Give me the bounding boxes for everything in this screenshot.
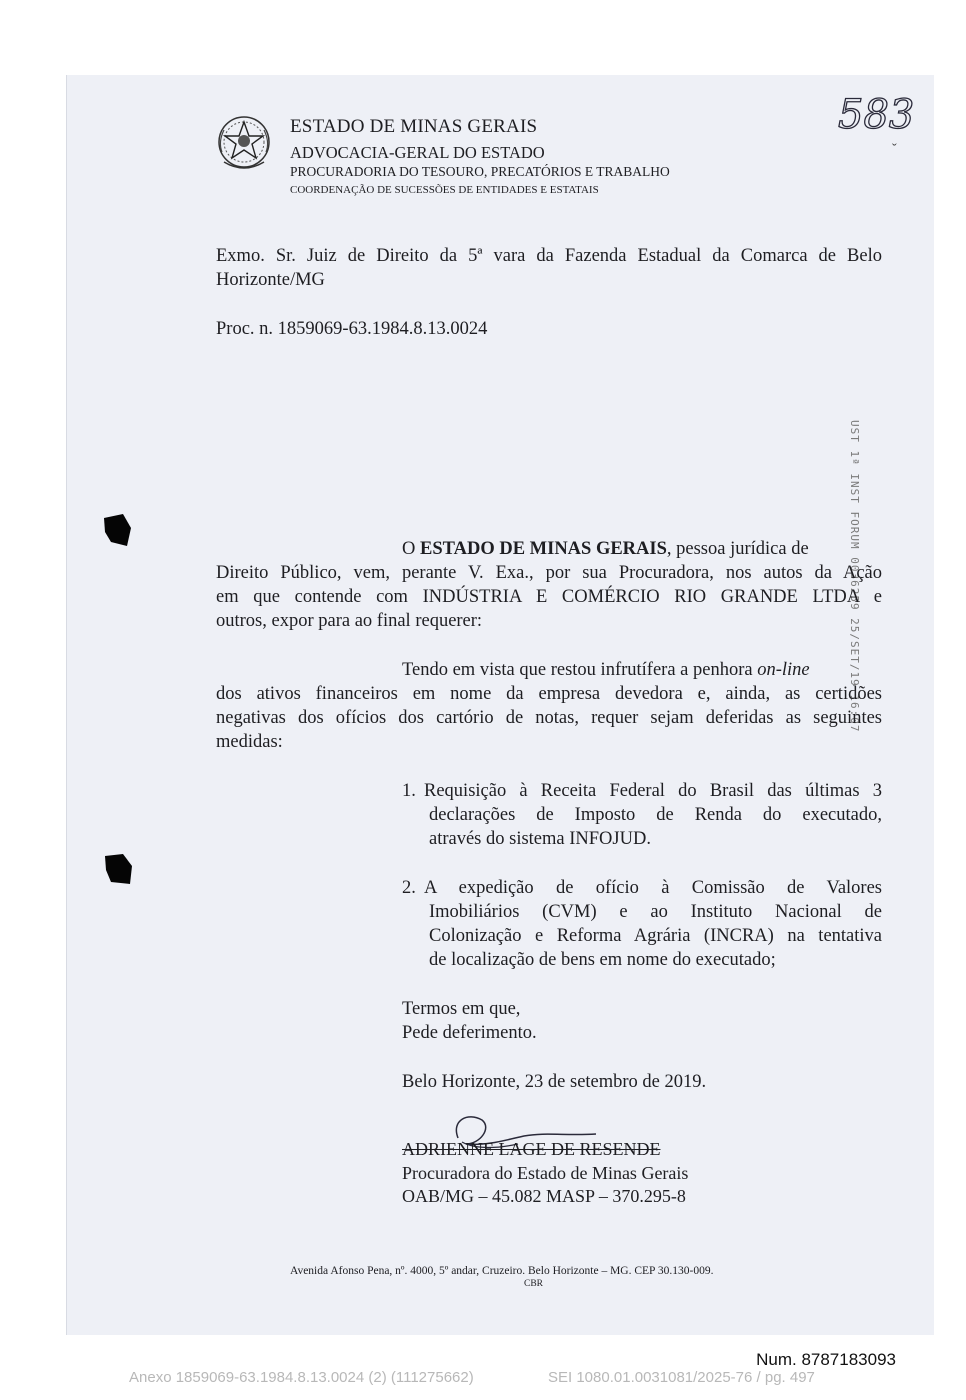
- request-2-line-3: Colonização e Reforma Agrária (INCRA) na tentativa: [429, 926, 882, 946]
- request-1-line-1: Requisição à Receita Federal do Brasil das últimas 3: [424, 781, 882, 801]
- request-1-number: 1.: [402, 781, 416, 801]
- margin-ink-blot: [101, 512, 133, 548]
- letterhead-state: ESTADO DE MINAS GERAIS: [290, 116, 538, 137]
- protocol-stamp: UST 1ª INST FORUM 0036259 25/SET/19 16:07: [848, 420, 861, 733]
- document-number: Num. 8787183093: [756, 1350, 896, 1369]
- request-2-line-1: A expedição de ofício à Comissão de Valores: [424, 878, 882, 898]
- paragraph-1-line-1: O ESTADO DE MINAS GERAIS, pessoa jurídica de: [402, 539, 809, 559]
- paragraph-2-line-4: medidas:: [216, 732, 283, 752]
- margin-ink-blot: [103, 852, 133, 886]
- paragraph-2-line-2: dos ativos financeiros em nome da empresa devedora e, ainda, as certidões: [216, 684, 882, 704]
- request-2-line-2: Imobiliários (CVM) e ao Instituto Nacional de: [429, 902, 882, 922]
- letterhead-department: PROCURADORIA DO TESOURO, PRECATÓRIOS E TRABALHO: [290, 164, 670, 179]
- annex-reference: Anexo 1859069-63.1984.8.13.0024 (2) (111275662): [129, 1369, 474, 1386]
- closing-line-1: Termos em que,: [402, 999, 521, 1019]
- folio-check-mark: ˇ: [892, 142, 897, 157]
- request-2-number: 2.: [402, 878, 416, 898]
- party-name: ESTADO DE MINAS GERAIS: [420, 539, 667, 559]
- paragraph-2-line-3: negativas dos ofícios dos cartório de notas, requer sejam deferidas as seguintes: [216, 708, 882, 728]
- paragraph-1-line-4: outros, expor para ao final requerer:: [216, 611, 483, 631]
- handwritten-folio-number: [836, 86, 916, 140]
- page-edge: [66, 75, 67, 1335]
- sei-reference: SEI 1080.01.0031081/2025-76 / pg. 497: [548, 1369, 815, 1386]
- footer-address: Avenida Afonso Pena, nº. 4000, 5º andar, Cruzeiro. Belo Horizonte – MG. CEP 30.130-009.: [290, 1265, 714, 1277]
- request-1-line-2: declarações de Imposto de Renda do executado,: [429, 805, 882, 825]
- process-number: Proc. n. 1859069-63.1984.8.13.0024: [216, 319, 488, 339]
- footer-initials: CBR: [524, 1279, 544, 1289]
- signatory-registration: OAB/MG – 45.082 MASP – 370.295-8: [402, 1186, 686, 1206]
- letterhead-agency: ADVOCACIA-GERAL DO ESTADO: [290, 143, 545, 162]
- paragraph-1-line-2: Direito Público, vem, perante V. Exa., por sua Procuradora, nos autos da Ação: [216, 563, 882, 583]
- signatory-title: Procuradora do Estado de Minas Gerais: [402, 1163, 689, 1183]
- paragraph-2-line-1: Tendo em vista que restou infrutífera a penhora on-line: [402, 660, 810, 680]
- addressee-line-2: Horizonte/MG: [216, 270, 325, 290]
- paragraph-1-line-3: em que contende com INDÚSTRIA E COMÉRCIO RIO GRANDE LTDA e: [216, 587, 882, 607]
- state-coat-of-arms-icon: [216, 112, 272, 174]
- addressee-line-1: Exmo. Sr. Juiz de Direito da 5ª vara da Fazenda Estadual da Comarca de Belo: [216, 246, 882, 266]
- request-2-line-4: de localização de bens em nome do executado;: [429, 950, 776, 970]
- svg-text:583: 583: [838, 92, 915, 138]
- closing-line-2: Pede deferimento.: [402, 1023, 537, 1043]
- letterhead-coordination: COORDENAÇÃO DE SUCESSÕES DE ENTIDADES E ESTATAIS: [290, 184, 599, 196]
- place-and-date: Belo Horizonte, 23 de setembro de 2019.: [402, 1072, 707, 1092]
- signatory-name: ADRIENNE LAGE DE RESENDE: [402, 1139, 661, 1159]
- request-1-line-3: através do sistema INFOJUD.: [429, 829, 651, 849]
